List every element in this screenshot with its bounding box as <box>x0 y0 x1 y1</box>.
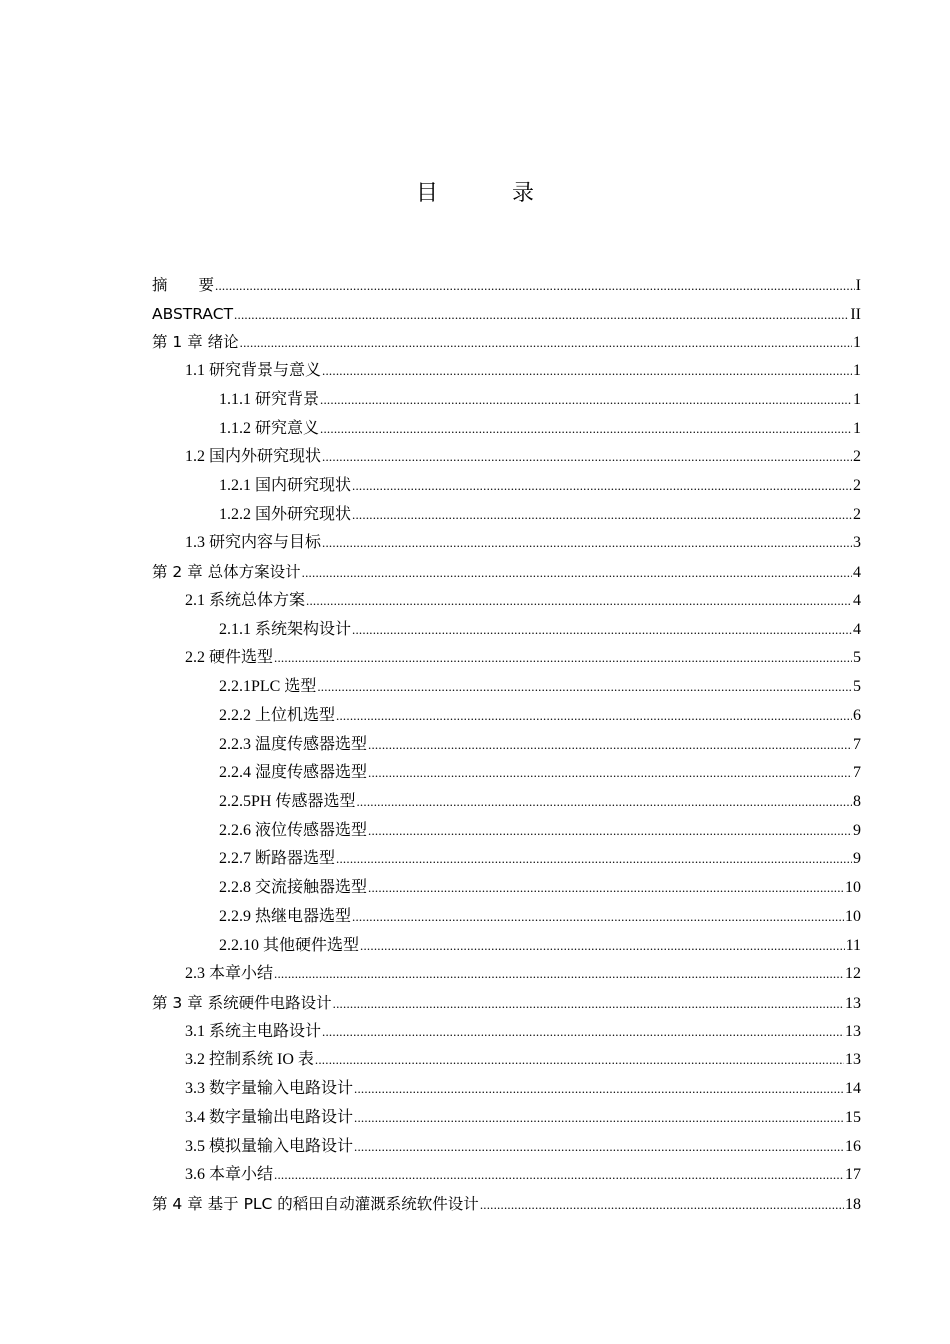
toc-entry-page-number: 13 <box>845 994 861 1012</box>
toc-entry-page-number: 11 <box>845 936 861 954</box>
toc-entry[interactable] <box>152 1104 861 1133</box>
toc-entry-label: 3.2 控制系统 IO 表 <box>185 1051 314 1069</box>
toc-entry[interactable] <box>152 874 861 903</box>
toc-entry-page-number: 1 <box>853 334 861 352</box>
toc-dot-leader <box>352 616 852 644</box>
toc-entry-label: 第 4 章 基于 PLC 的稻田自动灌溉系统软件设计 <box>152 1195 479 1213</box>
toc-entry[interactable] <box>152 845 861 874</box>
toc-dot-leader <box>368 817 852 845</box>
toc-entry-label: 2.2.10 其他硬件选型 <box>219 936 360 954</box>
toc-entry-label: 2.2.2 上位机选型 <box>219 706 336 724</box>
toc-entry-label: 2.2.9 热继电器选型 <box>219 907 352 925</box>
toc-entry-page-number: 4 <box>853 620 861 638</box>
toc-entry-page-number: 13 <box>845 1022 861 1040</box>
toc-entry-page-number: 2 <box>853 505 861 523</box>
toc-entry-page-number: 13 <box>845 1051 861 1069</box>
toc-dot-leader <box>360 932 845 960</box>
toc-dot-leader <box>274 644 852 672</box>
page-title: 目 录 <box>415 181 560 206</box>
toc-entry[interactable] <box>152 702 861 731</box>
toc-entry-page-number: 6 <box>853 706 861 724</box>
toc-dot-leader <box>240 329 852 357</box>
table-of-contents <box>152 271 861 1219</box>
toc-dot-leader <box>336 845 852 873</box>
toc-dot-leader <box>354 1075 844 1103</box>
toc-entry-page-number: 10 <box>845 907 861 925</box>
toc-entry[interactable] <box>152 558 861 587</box>
toc-entry[interactable] <box>152 328 861 357</box>
toc-dot-leader <box>322 1018 844 1046</box>
toc-dot-leader <box>356 788 852 816</box>
toc-entry-label: 2.1 系统总体方案 <box>185 591 306 609</box>
toc-entry-label: 第 1 章 绪论 <box>152 333 239 352</box>
toc-entry-page-number: 4 <box>853 591 861 609</box>
toc-dot-leader <box>274 960 844 988</box>
toc-entry[interactable] <box>152 1046 861 1075</box>
toc-entry-label: 摘 要 <box>152 276 215 294</box>
toc-entry[interactable] <box>152 788 861 817</box>
toc-entry-page-number: 15 <box>845 1108 861 1126</box>
toc-entry-label: 1.1.1 研究背景 <box>219 390 320 408</box>
toc-entry-label: 2.3 本章小结 <box>185 965 274 983</box>
toc-dot-leader <box>317 673 852 701</box>
toc-entry-page-number: 1 <box>853 390 861 408</box>
toc-entry-page-number: 9 <box>853 850 861 868</box>
toc-entry-label: 2.2.4 湿度传感器选型 <box>219 764 368 782</box>
toc-entry[interactable] <box>152 587 861 616</box>
toc-entry-label: 2.2.5PH 传感器选型 <box>219 792 356 810</box>
toc-entry[interactable] <box>152 443 861 472</box>
toc-dot-leader <box>336 702 852 730</box>
toc-entry[interactable] <box>152 1133 861 1162</box>
toc-dot-leader <box>320 415 852 443</box>
toc-entry-label: 3.4 数字量输出电路设计 <box>185 1108 354 1126</box>
toc-entry[interactable] <box>152 616 861 645</box>
toc-dot-leader <box>315 1046 844 1074</box>
toc-dot-leader <box>352 903 844 931</box>
toc-entry[interactable] <box>152 415 861 444</box>
toc-dot-leader <box>368 759 852 787</box>
toc-entry-label: 1.1.2 研究意义 <box>219 419 320 437</box>
toc-dot-leader <box>306 587 852 615</box>
toc-entry-label: 2.2.7 断路器选型 <box>219 850 336 868</box>
toc-entry[interactable] <box>152 731 861 760</box>
toc-entry-label: 1.2 国内外研究现状 <box>185 448 322 466</box>
toc-entry-page-number: 5 <box>853 649 861 667</box>
toc-dot-leader <box>322 529 852 557</box>
toc-entry-page-number: 17 <box>845 1166 861 1184</box>
toc-entry-label: ABSTRACT <box>152 304 234 323</box>
toc-entry-label: 1.3 研究内容与目标 <box>185 534 322 552</box>
toc-entry-label: 2.2.3 温度传感器选型 <box>219 735 368 753</box>
toc-dot-leader <box>215 272 855 300</box>
toc-entry-page-number: 18 <box>845 1196 861 1213</box>
toc-dot-leader <box>302 559 852 587</box>
toc-entry-page-number: 16 <box>845 1137 861 1155</box>
toc-entry-label: 2.2.6 液位传感器选型 <box>219 821 368 839</box>
toc-entry-page-number: I <box>855 277 861 294</box>
toc-entry[interactable] <box>152 759 861 788</box>
toc-entry-label: 3.5 模拟量输入电路设计 <box>185 1137 354 1155</box>
toc-entry[interactable] <box>152 386 861 415</box>
toc-entry[interactable] <box>152 271 861 300</box>
toc-entry-label: 2.2 硬件选型 <box>185 649 274 667</box>
toc-dot-leader <box>354 1104 844 1132</box>
toc-entry[interactable] <box>152 1161 861 1190</box>
toc-entry-page-number: 8 <box>853 792 861 810</box>
toc-dot-leader <box>333 990 844 1018</box>
toc-entry-label: 1.1 研究背景与意义 <box>185 362 322 380</box>
toc-entry[interactable] <box>152 300 861 329</box>
toc-entry-page-number: 3 <box>853 534 861 552</box>
toc-entry[interactable] <box>152 357 861 386</box>
toc-entry[interactable] <box>152 960 861 989</box>
toc-entry-page-number: 4 <box>853 564 861 582</box>
toc-entry-label: 第 2 章 总体方案设计 <box>152 563 301 582</box>
toc-dot-leader <box>320 386 852 414</box>
toc-dot-leader <box>368 731 852 759</box>
toc-entry[interactable] <box>152 644 861 673</box>
toc-entry[interactable] <box>152 673 861 702</box>
toc-entry-page-number: II <box>850 305 861 323</box>
toc-entry-page-number: 7 <box>853 764 861 782</box>
toc-entry[interactable] <box>152 989 861 1018</box>
toc-entry-label: 2.2.1PLC 选型 <box>219 678 317 696</box>
toc-entry[interactable] <box>152 817 861 846</box>
toc-dot-leader <box>368 874 844 902</box>
toc-dot-leader <box>322 443 852 471</box>
toc-entry-page-number: 7 <box>853 735 861 753</box>
toc-dot-leader <box>352 472 852 500</box>
toc-entry-label: 3.3 数字量输入电路设计 <box>185 1080 354 1098</box>
toc-entry-page-number: 5 <box>853 678 861 696</box>
toc-entry-page-number: 2 <box>853 477 861 495</box>
toc-entry-label: 1.2.2 国外研究现状 <box>219 505 352 523</box>
toc-entry-label: 2.1.1 系统架构设计 <box>219 620 352 638</box>
toc-entry[interactable] <box>152 1018 861 1047</box>
toc-dot-leader <box>480 1191 844 1219</box>
toc-entry-label: 3.6 本章小结 <box>185 1166 274 1184</box>
toc-entry-label: 3.1 系统主电路设计 <box>185 1022 322 1040</box>
toc-dot-leader <box>274 1161 844 1189</box>
toc-entry-label: 第 3 章 系统硬件电路设计 <box>152 993 332 1012</box>
toc-entry-label: 1.2.1 国内研究现状 <box>219 477 352 495</box>
toc-entry-page-number: 12 <box>845 965 861 983</box>
toc-entry-page-number: 9 <box>853 821 861 839</box>
toc-dot-leader <box>352 501 852 529</box>
toc-entry-page-number: 1 <box>853 419 861 437</box>
toc-dot-leader <box>354 1133 844 1161</box>
toc-dot-leader <box>322 357 852 385</box>
toc-entry-page-number: 10 <box>845 879 861 897</box>
toc-dot-leader <box>234 301 849 329</box>
toc-entry-page-number: 1 <box>853 362 861 380</box>
toc-entry[interactable] <box>152 932 861 961</box>
toc-entry[interactable] <box>152 903 861 932</box>
toc-entry-page-number: 2 <box>853 448 861 466</box>
toc-entry-page-number: 14 <box>845 1080 861 1098</box>
toc-entry-label: 2.2.8 交流接触器选型 <box>219 879 368 897</box>
toc-entry[interactable] <box>152 1075 861 1104</box>
toc-entry[interactable] <box>152 529 861 558</box>
toc-entry[interactable] <box>152 501 861 530</box>
toc-entry[interactable] <box>152 472 861 501</box>
toc-entry[interactable] <box>152 1190 861 1219</box>
